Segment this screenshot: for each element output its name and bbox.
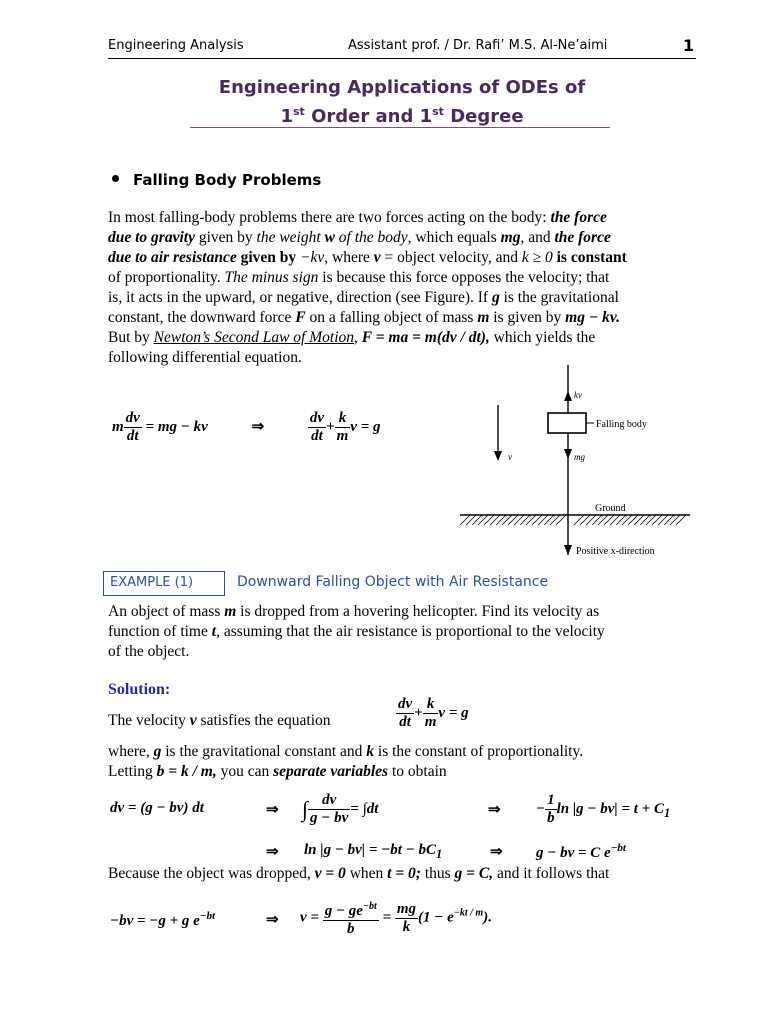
header-course: Engineering Analysis (108, 38, 244, 53)
bullet-icon (112, 175, 119, 182)
kv-label: kv (574, 390, 582, 400)
falling-body-figure (450, 365, 700, 560)
solution-paragraph: where, g is the gravitational constant and k is the constant of proportionality. Letting b = k / m, you can separate variables to obtain (108, 743, 584, 780)
page-header (108, 36, 696, 59)
problem-paragraph: An object of mass m is dropped from a hovering helicopter. Find its velocity as function of time t, assuming that the air resistance is proportional to the velocity of the object. (108, 603, 605, 660)
solution-line-1: The velocity v satisfies the equation (108, 712, 331, 729)
initial-condition-line: Because the object was dropped, v = 0 when t = 0; thus g = C, and it follows that (108, 865, 610, 882)
page-title (108, 76, 696, 129)
newton-law-link: Newton’s Second Law of Motion (153, 329, 355, 346)
velocity-label: v (508, 452, 512, 462)
example-badge: EXAMPLE (1) (103, 571, 225, 596)
solution-heading: Solution: (108, 681, 171, 698)
falling-body-label: Falling body (596, 419, 647, 430)
title-divider (190, 127, 610, 128)
equation-newton: m $\frac{dv}{dt}$ = mg − kv ⇒ $\frac{dv}{dt}$ + $\frac{k}{m}$ v = g (112, 410, 381, 444)
section-heading: Falling Body Problems (112, 171, 321, 189)
title-line-2: 1st Order and 1st Degree (280, 105, 524, 127)
ground-label: Ground (595, 503, 626, 514)
example-title: Downward Falling Object with Air Resistance (237, 574, 549, 590)
page-number: 1 (682, 36, 694, 55)
intro-paragraph: In most falling-body problems there are two forces acting on the body: the force due to gravity given by the weight w of the body, which equals mg, and the force due to air resistance given by −kv, where v = object velocity, and k ≥ 0 is constant of proportionality. The minus sign is because this force opposes the velocity; that is, it acts in the upward, or negative, direction (see Figure). If g is the gravitational constant, the downward force F on a falling object of mass m is given by mg − kv. But by Newton’s Second Law of Motion, F = ma = m(dv / dt), which yields the following differential equation. (108, 209, 627, 366)
header-author: Assistant prof. / Dr. Rafi’ M.S. Al-Ne’aimi (348, 38, 608, 53)
positive-direction-label: Positive x-direction (576, 546, 655, 557)
mg-label: mg (574, 452, 585, 462)
equation-velocity: $\frac{dv}{dt}$ + $\frac{k}{m}$ v = g (398, 696, 469, 730)
title-line-1: Engineering Applications of ODEs of (218, 77, 586, 98)
